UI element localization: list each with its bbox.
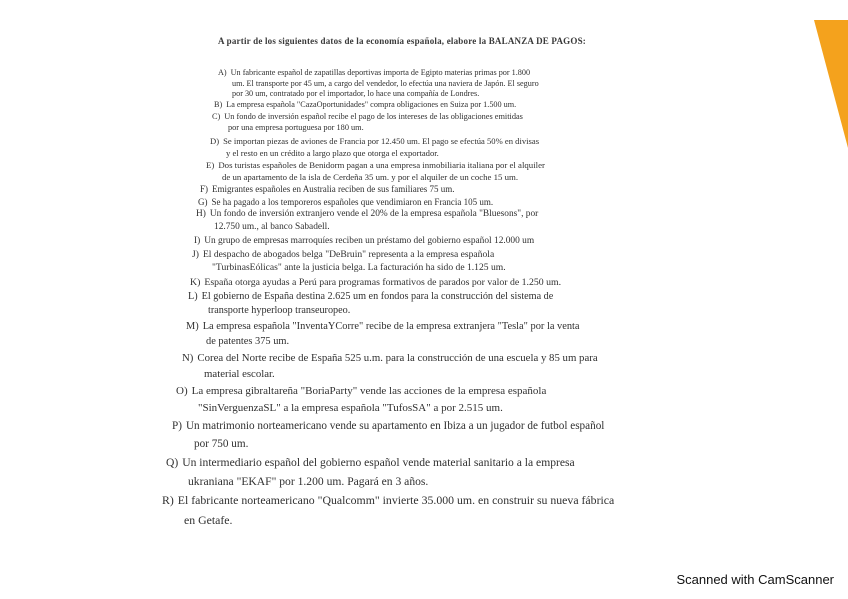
- item-text: Un grupo de empresas marroquíes reciben un préstamo del gobierno español 12.000 um: [204, 236, 535, 246]
- item-text: La empresa gibraltareña "BoriaParty" vende las acciones de la empresa española: [191, 385, 547, 397]
- item-first-line: [214, 100, 516, 109]
- item-label: H): [196, 209, 206, 219]
- item-continuation-line: ukraniana "EKAF" por 1.200 um. Pagará en 3 años.: [188, 475, 429, 488]
- item-label: Q): [166, 456, 179, 469]
- item-text: Dos turistas españoles de Benidorm pagan a una empresa inmobiliaria italiana por el alquiler: [218, 160, 545, 170]
- item-label: M): [186, 321, 199, 332]
- orange-corner-shape: [814, 20, 848, 148]
- item-label: O): [176, 385, 188, 397]
- item-text: Un fabricante español de zapatillas deportivas importa de Egipto materias primas por 1.800: [230, 68, 531, 77]
- item-label: D): [210, 136, 220, 146]
- item-label: L): [188, 291, 198, 302]
- item-text: La empresa española "CazaOportunidades" compra obligaciones en Suiza por 1.500 um.: [226, 100, 517, 109]
- item-first-line: [186, 321, 580, 332]
- item-label: E): [206, 160, 215, 170]
- item-text: Se importan piezas de aviones de Francia por 12.450 um. El pago se efectúa 50% en divisas: [223, 136, 540, 146]
- item-text: Emigrantes españoles en Australia reciben de sus familiares 75 um.: [212, 184, 455, 194]
- item-continuation-line: de un apartamento de la isla de Cerdeña 35 um. y por el alquiler de un coche 15 um.: [222, 172, 519, 182]
- item-first-line: [190, 277, 561, 288]
- item-text: Un fondo de inversión español recibe el pago de los intereses de las obligaciones emitidas: [224, 112, 523, 121]
- item-text: El despacho de abogados belga "DeBruin" representa a la empresa española: [202, 249, 495, 260]
- item-label: F): [200, 184, 209, 194]
- item-text: El fabricante norteamericano "Qualcomm" invierte 35.000 um. en construir su nueva fábrica: [177, 493, 615, 507]
- item-text: Corea del Norte recibe de España 525 u.m. para la construcción de una escuela y 85 um para: [197, 352, 598, 364]
- item-text: La empresa española "InventaYCorre" recibe de la empresa extranjera "Tesla" por la venta: [202, 321, 580, 332]
- item-text: España otorga ayudas a Perú para programas formativos de parados por valor de 1.250 um.: [204, 277, 562, 288]
- item-first-line: [172, 420, 604, 432]
- item-continuation-line: y el resto en un crédito a largo plazo que otorga el exportador.: [226, 148, 439, 158]
- item-text: Un matrimonio norteamericano vende su apartamento en Ibiza a un jugador de futbol español: [185, 420, 605, 432]
- item-label: K): [190, 277, 201, 288]
- item-label: C): [212, 112, 221, 121]
- item-text: Se ha pagado a los temporeros españoles que vendimiaron en Francia 105 um.: [211, 197, 494, 207]
- item-label: I): [194, 236, 201, 246]
- item-label: P): [172, 420, 182, 432]
- item-text: Un intermediario español del gobierno español vende material sanitario a la empresa: [182, 456, 575, 469]
- item-continuation-line: en Getafe.: [184, 513, 233, 527]
- item-first-line: [212, 112, 523, 121]
- item-text: El gobierno de España destina 2.625 um en fondos para la construcción del sistema de: [201, 291, 554, 302]
- item-continuation-line: um. El transporte por 45 um, a cargo del vendedor, lo efectúa una naviera de Japón. El seguro: [232, 78, 539, 88]
- item-text: Un fondo de inversión extranjero vende el 20% de la empresa española "Bluesons", por: [209, 209, 539, 219]
- document-title: A partir de los siguientes datos de la economía española, elabore la BALANZA DE PAGOS:: [218, 36, 586, 46]
- camscanner-watermark: Scanned with CamScanner: [676, 572, 834, 587]
- item-continuation-line: "SinVerguenzaSL" a la empresa española "TufosSA" a por 2.515 um.: [198, 402, 503, 414]
- item-first-line: [198, 197, 493, 207]
- item-first-line: [206, 160, 545, 170]
- item-label: R): [162, 493, 174, 507]
- item-first-line: [162, 493, 614, 508]
- item-label: G): [198, 197, 208, 207]
- item-first-line: [196, 209, 538, 219]
- item-first-line: [182, 352, 598, 364]
- item-continuation-line: por una empresa portuguesa por 180 um.: [228, 123, 364, 132]
- item-label: J): [192, 249, 199, 260]
- item-label: N): [182, 352, 194, 364]
- item-label: A): [218, 68, 227, 77]
- item-first-line: [188, 291, 553, 302]
- item-first-line: [194, 236, 534, 246]
- item-first-line: [176, 385, 546, 397]
- item-continuation-line: transporte hyperloop transeuropeo.: [208, 305, 351, 316]
- item-label: B): [214, 100, 223, 109]
- item-continuation-line: de patentes 375 um.: [206, 336, 290, 347]
- item-first-line: [200, 184, 454, 194]
- item-continuation-line: material escolar.: [204, 368, 275, 380]
- item-continuation-line: 12.750 um., al banco Sabadell.: [214, 222, 330, 232]
- item-first-line: [218, 68, 530, 77]
- item-continuation-line: "TurbinasEólicas" ante la justicia belga. La facturación ha sido de 1.125 um.: [212, 262, 506, 273]
- item-first-line: [166, 456, 575, 469]
- item-continuation-line: por 30 um, contratado por el importador, lo hace una compañía de Londres.: [232, 89, 480, 98]
- item-first-line: [210, 136, 539, 146]
- item-first-line: [192, 249, 494, 260]
- item-continuation-line: por 750 um.: [194, 438, 249, 450]
